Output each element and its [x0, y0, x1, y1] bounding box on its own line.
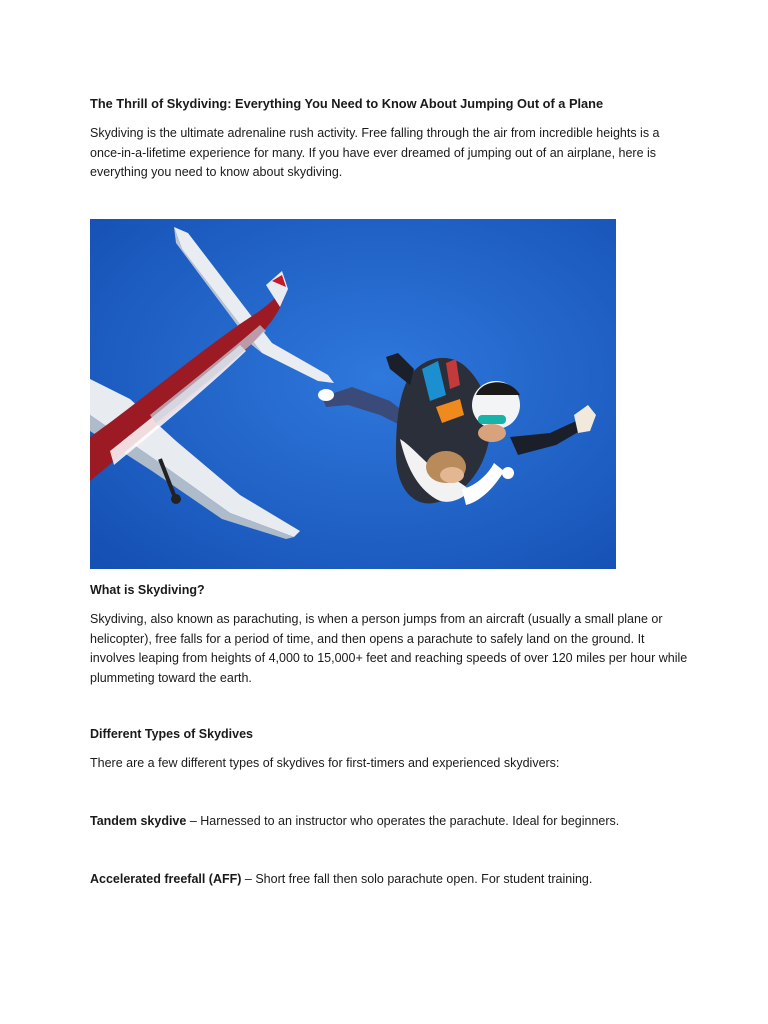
skydivers-plane-photo	[90, 219, 616, 569]
article-title: The Thrill of Skydiving: Everything You Need to Know About Jumping Out of a Plane	[90, 96, 604, 111]
type-item-aff	[90, 870, 690, 890]
intro-paragraph: Skydiving is the ultimate adrenaline rush activity. Free falling through the air from incredible heights is a once-in-a-lifetime experience for many. If you have ever dreamed of jumping out of an airplane, here is everything you need to know about skydiving.	[90, 126, 660, 179]
type-name: Accelerated freefall (AFF)	[90, 872, 242, 886]
type-item-tandem	[90, 812, 690, 832]
type-name: Tandem skydive	[90, 814, 187, 828]
type-desc: – Short free fall then solo parachute open. For student training.	[241, 872, 593, 886]
section-heading-what-is: What is Skydiving?	[90, 583, 205, 597]
type-desc: – Harnessed to an instructor who operates the parachute. Ideal for beginners.	[186, 814, 620, 828]
section-heading-types: Different Types of Skydives	[90, 727, 254, 741]
types-intro-paragraph: There are a few different types of skydives for first-timers and experienced skydivers:	[90, 756, 560, 770]
what-is-paragraph: Skydiving, also known as parachuting, is when a person jumps from an aircraft (usually a small plane or helicopter), free falls for a period of time, and then opens a parachute to safely land on the ground. It involves leaping from heights of 4,000 to 15,000+ feet and reaching speeds of over 120 miles per hour while plummeting toward the earth.	[90, 612, 688, 685]
